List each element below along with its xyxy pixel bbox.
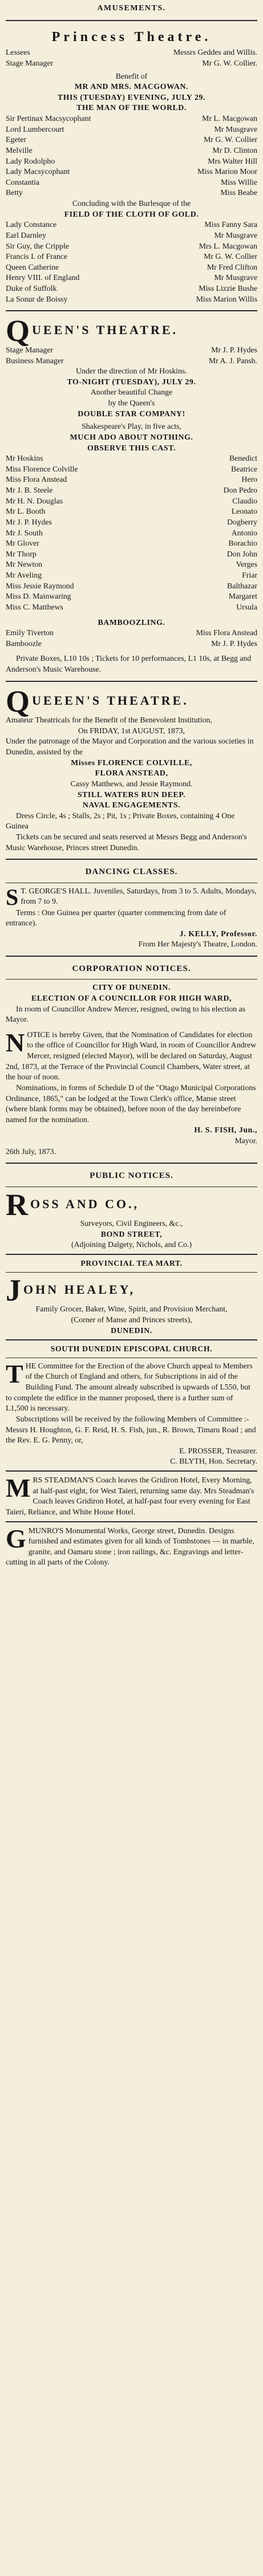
cast-row: Mr H. N. Douglas Claudio	[6, 496, 257, 505]
notice-paragraph: OTICE is hereby Given, that the Nomination of Candidates for election to the office of Councillor for High Ward, in room of Councillor Andrew Mercer, resigned (elected Mayor), will be declared on Saturday, August 2nd, 1873, at the Terrace of the Provincial Council Chambers, Water street, at the hour of noon.	[6, 1030, 257, 1082]
princess-theatre-title: Princess Theatre.	[51, 29, 212, 44]
cast-row: Egeter Mr G. W. Collier	[6, 135, 257, 144]
cast-row: La Sonur de Boissy Miss Marion Willis	[6, 294, 257, 303]
signature: E. PROSSER, Treasurer.	[179, 1446, 257, 1455]
cast-row: Mr Newton Verges	[6, 560, 257, 569]
patronage-paragraph: Under the patronage of the Mayor and Corporation and the various societies in Dunedin, assisted by the	[6, 737, 254, 757]
cast-row: Miss C. Matthews Ursula	[6, 602, 257, 611]
queens-theatre-ad: Q UEEN'S THEATRE. Stage Manager Mr J. P. Hydes Business Manager Mr A. J. Pansh. Under the direction of Mr Hoskins. TO-NIGHT (TUESDAY), JULY 29. Another beautiful Change by the Queen's DOUBLE STAR COMPANY! Shakespeare's Play, in five acts, MUCH ADO ABOUT NOTHING. OBSERVE THIS CAST. Mr Hoskins Benedict Miss Florence Colville Beatrice Miss Flora Anstead Hero Mr J. B. Steele Don Pedro Mr H. N. Douglas Claudio Mr L. Booth Leonato Mr J. P. Hydes Dogberry Mr J. South Antonio Mr Glover Borachio Mr Thorp Don John Mr Newton Verges Mr Aveling Friar Miss Jessie Raymond Balthazar Miss D. Mainwaring Margaret Miss C. Matthews Ursula BAMBOOZLING. Emily Tiverton Miss Flora Anstead Bamboozle Mr J. P. Hydes Private Boxes, L10 10s ; Tickets for 10 performances, L1 10s, at Begg and Anderson's Music Warehouse.	[6, 315, 257, 677]
cast-row: Emily Tiverton Miss Flora Anstead	[6, 628, 257, 637]
divider	[6, 20, 257, 21]
signature: C. BLYTH, Hon. Secretary.	[170, 1457, 257, 1466]
cast-row: Lady Rodolpho Mrs Walter Hill	[6, 156, 257, 165]
play-title: MUCH ADO ABOUT NOTHING.	[70, 432, 193, 441]
cast-row: Lord Lumbercourt Mr Musgrave	[6, 124, 257, 133]
cast-row: Mr J. P. Hydes Dogberry	[6, 517, 257, 526]
cast-row: Mr Aveling Friar	[6, 571, 257, 579]
church-header: SOUTH DUNEDIN EPISCOPAL CHURCH.	[50, 1344, 213, 1354]
section-header-amusements: AMUSEMENTS.	[97, 4, 166, 13]
signature: J. KELLY, Professor.	[179, 929, 257, 938]
tonight-line: TO-NIGHT (TUESDAY), JULY 29.	[67, 377, 196, 386]
lessees-line: Lessees Messrs Geddes and Willis.	[6, 48, 257, 57]
tea-mart-header: PROVINCIAL TEA MART.	[80, 1259, 183, 1268]
amateur-paragraph: Amateur Theatricals for the Benefit of the Benevolent Institution,	[6, 716, 212, 725]
divider	[6, 310, 257, 311]
benefit-label: Benefit of	[115, 71, 148, 80]
benefit-couple: MR AND MRS. MACGOWAN.	[74, 82, 189, 91]
date-line: On FRIDAY, 1st AUGUST, 1873,	[78, 726, 185, 735]
cast-row: Mr L. Booth Leonato	[6, 507, 257, 516]
cast-row: Sir Pertinax Macsycophant Mr L. Macgowan	[6, 114, 257, 123]
dancing-paragraph: T. GEORGE'S HALL. Juveniles, Saturdays, from 3 to 5. Adults, Mondays, from 7 to 9.	[21, 886, 257, 906]
play-title: THE MAN OF THE WORLD.	[76, 103, 187, 112]
observe-line: OBSERVE THIS CAST.	[87, 443, 176, 452]
queens-title-line	[6, 314, 257, 348]
cast-row: Lady Constance Miss Fanny Sara	[6, 220, 257, 229]
drop-cap: Q	[6, 684, 30, 718]
cast-list-2	[6, 628, 257, 649]
cast-list	[6, 113, 257, 198]
public-header: PUBLIC NOTICES.	[90, 1171, 173, 1181]
prices-paragraph: Dress Circle, 4s ; Stalls, 2s ; Pit, 1s ; Private Boxes, containing 4 One Guinea	[6, 811, 235, 831]
drop-cap: R	[6, 1187, 28, 1222]
drop-cap: G	[6, 1523, 26, 1553]
cast-row: Betty Miss Beabe	[6, 188, 257, 197]
munro-ad: G MUNRO'S Monumental Works, George street, Dunedin. Designs furnished and estimates given for all kinds of Tombstones — in marble, granite, and Oamaru stone ; iron railings, &c. Engravings and letter-cutting in all parts of the Colony.	[6, 1523, 254, 1567]
dancing-classes-ad: DANCING CLASSES. S T. GEORGE'S HALL. Juveniles, Saturdays, from 3 to 5. Adults, Mondays, from 7 to 9. Terms : One Guinea per quarter (quarter commencing from date of entrance). J. KELLY, Professor. From Her Majesty's Theatre, London.	[6, 863, 257, 952]
cast-row: Francis I. of France Mr G. W. Collier	[6, 252, 257, 261]
concluding-line: Concluding with the Burlesque of the	[72, 199, 191, 208]
cast-row: Mr Hoskins Benedict	[6, 454, 257, 463]
ross-ad: R OSS AND CO., Surveyors, Civil Engineers, &c., BOND STREET, (Adjoining Dalgety, Nichols, and Co.)	[6, 1187, 192, 1249]
another-line: Another beautiful Change	[90, 388, 173, 397]
bamboozling-title: BAMBOOZLING.	[98, 617, 165, 627]
divider	[6, 956, 257, 957]
cast-row: Mr Glover Borachio	[6, 539, 257, 548]
queens-theatre-title: UEEN'S THEATRE.	[32, 323, 179, 338]
direction-line: Under the direction of Mr Hoskins.	[76, 367, 187, 376]
signature: H. S. FISH, Jun.,	[194, 1126, 257, 1135]
cast-row: Bamboozle Mr J. P. Hydes	[6, 639, 257, 648]
dancing-header: DANCING CLASSES.	[85, 867, 178, 877]
cast-row: Duke of Suffolk Miss Lizzie Bushe	[6, 284, 257, 293]
cast-row: Mr Thorp Don John	[6, 549, 257, 558]
tickets-paragraph: Tickets can be secured and seats reserved at Messrs Begg and Anderson's Music Warehouse, Princes street Dunedin.	[6, 832, 247, 852]
divider	[6, 681, 257, 682]
performance-date: THIS (TUESDAY) EVENING, JULY 29.	[57, 92, 206, 101]
corporation-notices: CORPORATION NOTICES. CITY OF DUNEDIN. ELECTION OF A COUNCILLOR FOR HIGH WARD, In room of Councillor Andrew Mercer, resigned, owing to his election as Mayor. N OTICE is hereby Given, that the Nomination of Candidates for election to the office of Councillor for High Ward, in room of Councillor Andrew Mercer, resigned (elected Mayor), will be declared on Saturday, August 2nd, 1873, at the Terrace of the Provincial Council Chambers, Water street, at the hour of noon. Nominations, in forms of Schedule D of the "Otago Municipal Corporations Ordinance, 1865," can be lodged at the Town Clerk's office, Manse street (where blank forms may be obtained), before noon of the day hereinbefore named for the nomination. H. S. FISH, Jun., Mayor. 26th July, 1873.	[6, 960, 257, 1159]
coach-ad: M RS STEADMAN'S Coach leaves the Gridiron Hotel, Every Morning, at half-past eight, for West Taieri, returning same day. Mrs Steadman's Coach leaves Gridiron Hotel, at half-past four every evening for East Taieri, Reliance, and White House Hotel.	[6, 1473, 254, 1516]
cast-list-2	[6, 220, 257, 304]
cast-row: Henry VIII. of England Mr Musgrave	[6, 273, 257, 282]
cast-row: Miss Flora Anstead Hero	[6, 475, 257, 484]
divider	[6, 1163, 257, 1164]
queens-theatre-title: UEEEN'S THEATRE.	[32, 693, 189, 708]
stage-manager-line: Stage Manager Mr G. W. Collier.	[6, 58, 257, 67]
cast-row: Melville Mr D. Clinton	[6, 145, 257, 155]
drop-cap: Q	[6, 314, 30, 348]
queens-theatre-amateur-ad: Q UEEEN'S THEATRE. Amateur Theatricals for the Benefit of the Benevolent Institution, On FRIDAY, 1st AUGUST, 1873, Under the patronage of the Mayor and Corporation and the various societies in Dunedin, assisted by the Misses FLORENCE COLVILLE, FLORA ANSTEAD, Cassy Matthews, and Jessie Raymond. STILL WATERS RUN DEEP. NAVAL ENGAGEMENTS. Dress Circle, 4s ; Stalls, 2s ; Pit, 1s ; Private Boxes, containing 4 One Guinea Tickets can be secured and seats reserved at Messrs Begg and Anderson's Music Warehouse, Princes street Dunedin.	[6, 685, 257, 856]
drop-cap: J	[6, 1273, 21, 1307]
cast-row: Sir Guy, the Cripple Mrs L. Macgowan	[6, 241, 257, 250]
public-notices	[6, 1167, 257, 1570]
cast-row: Mr J. B. Steele Don Pedro	[6, 486, 257, 494]
drop-cap: S	[6, 884, 19, 910]
cast-row: Queen Catherine Mr Fred Clifton	[6, 262, 257, 271]
shakespeare-line: Shakespeare's Play, in five acts,	[82, 422, 181, 431]
cast-row: Mr J. South Antonio	[6, 528, 257, 537]
church-ad: T HE Committee for the Erection of the above Church appeal to Members of the Church of England and others, for Subscriptions in aid of the Building Fund. The amount already subscribed is upwards of L550, but to complete the edifice in the manner proposed, there is a further sum of L1,500 is necessary. Subscriptions will be received by the following Members of Committee :- Messrs H. Houghton, G. F. Reid, H. S. Fish, jun., R. Brown, Timaru Road ; and the Rev. E. G. Penny, or, E. PROSSER, Treasurer. C. BLYTH, Hon. Secretary.	[6, 1361, 257, 1467]
drop-cap: N	[6, 1027, 25, 1057]
healey-ad: J OHN HEALEY, Family Grocer, Baker, Wine, Spirit, and Provision Merchant, (Corner of Manse and Princes streets), DUNEDIN.	[6, 1273, 228, 1335]
double-star-line: DOUBLE STAR COMPANY!	[78, 409, 185, 418]
divider	[6, 859, 257, 860]
drop-cap: T	[6, 1359, 23, 1388]
burlesque-title: FIELD OF THE CLOTH OF GOLD.	[64, 209, 199, 218]
cast-row: Miss Jessie Raymond Balthazar	[6, 581, 257, 590]
cast-list	[6, 453, 257, 612]
cast-row: Miss D. Mainwaring Margaret	[6, 592, 257, 601]
drop-cap: M	[6, 1473, 31, 1503]
princess-theatre-ad	[6, 25, 257, 307]
by-the-line: by the Queen's	[108, 399, 155, 407]
boxes-paragraph: Private Boxes, L10 10s ; Tickets for 10 performances, L1 10s, at Begg and Anderson's Music Warehouse.	[6, 654, 252, 673]
cast-row: Earl Darnley Mr Musgrave	[6, 230, 257, 239]
cast-row: Miss Florence Colville Beatrice	[6, 464, 257, 473]
corporation-header: CORPORATION NOTICES.	[72, 964, 191, 974]
cast-row: Lady Macsycophant Miss Marion Moor	[6, 167, 257, 176]
cast-row: Constantia Miss Willie	[6, 177, 257, 186]
